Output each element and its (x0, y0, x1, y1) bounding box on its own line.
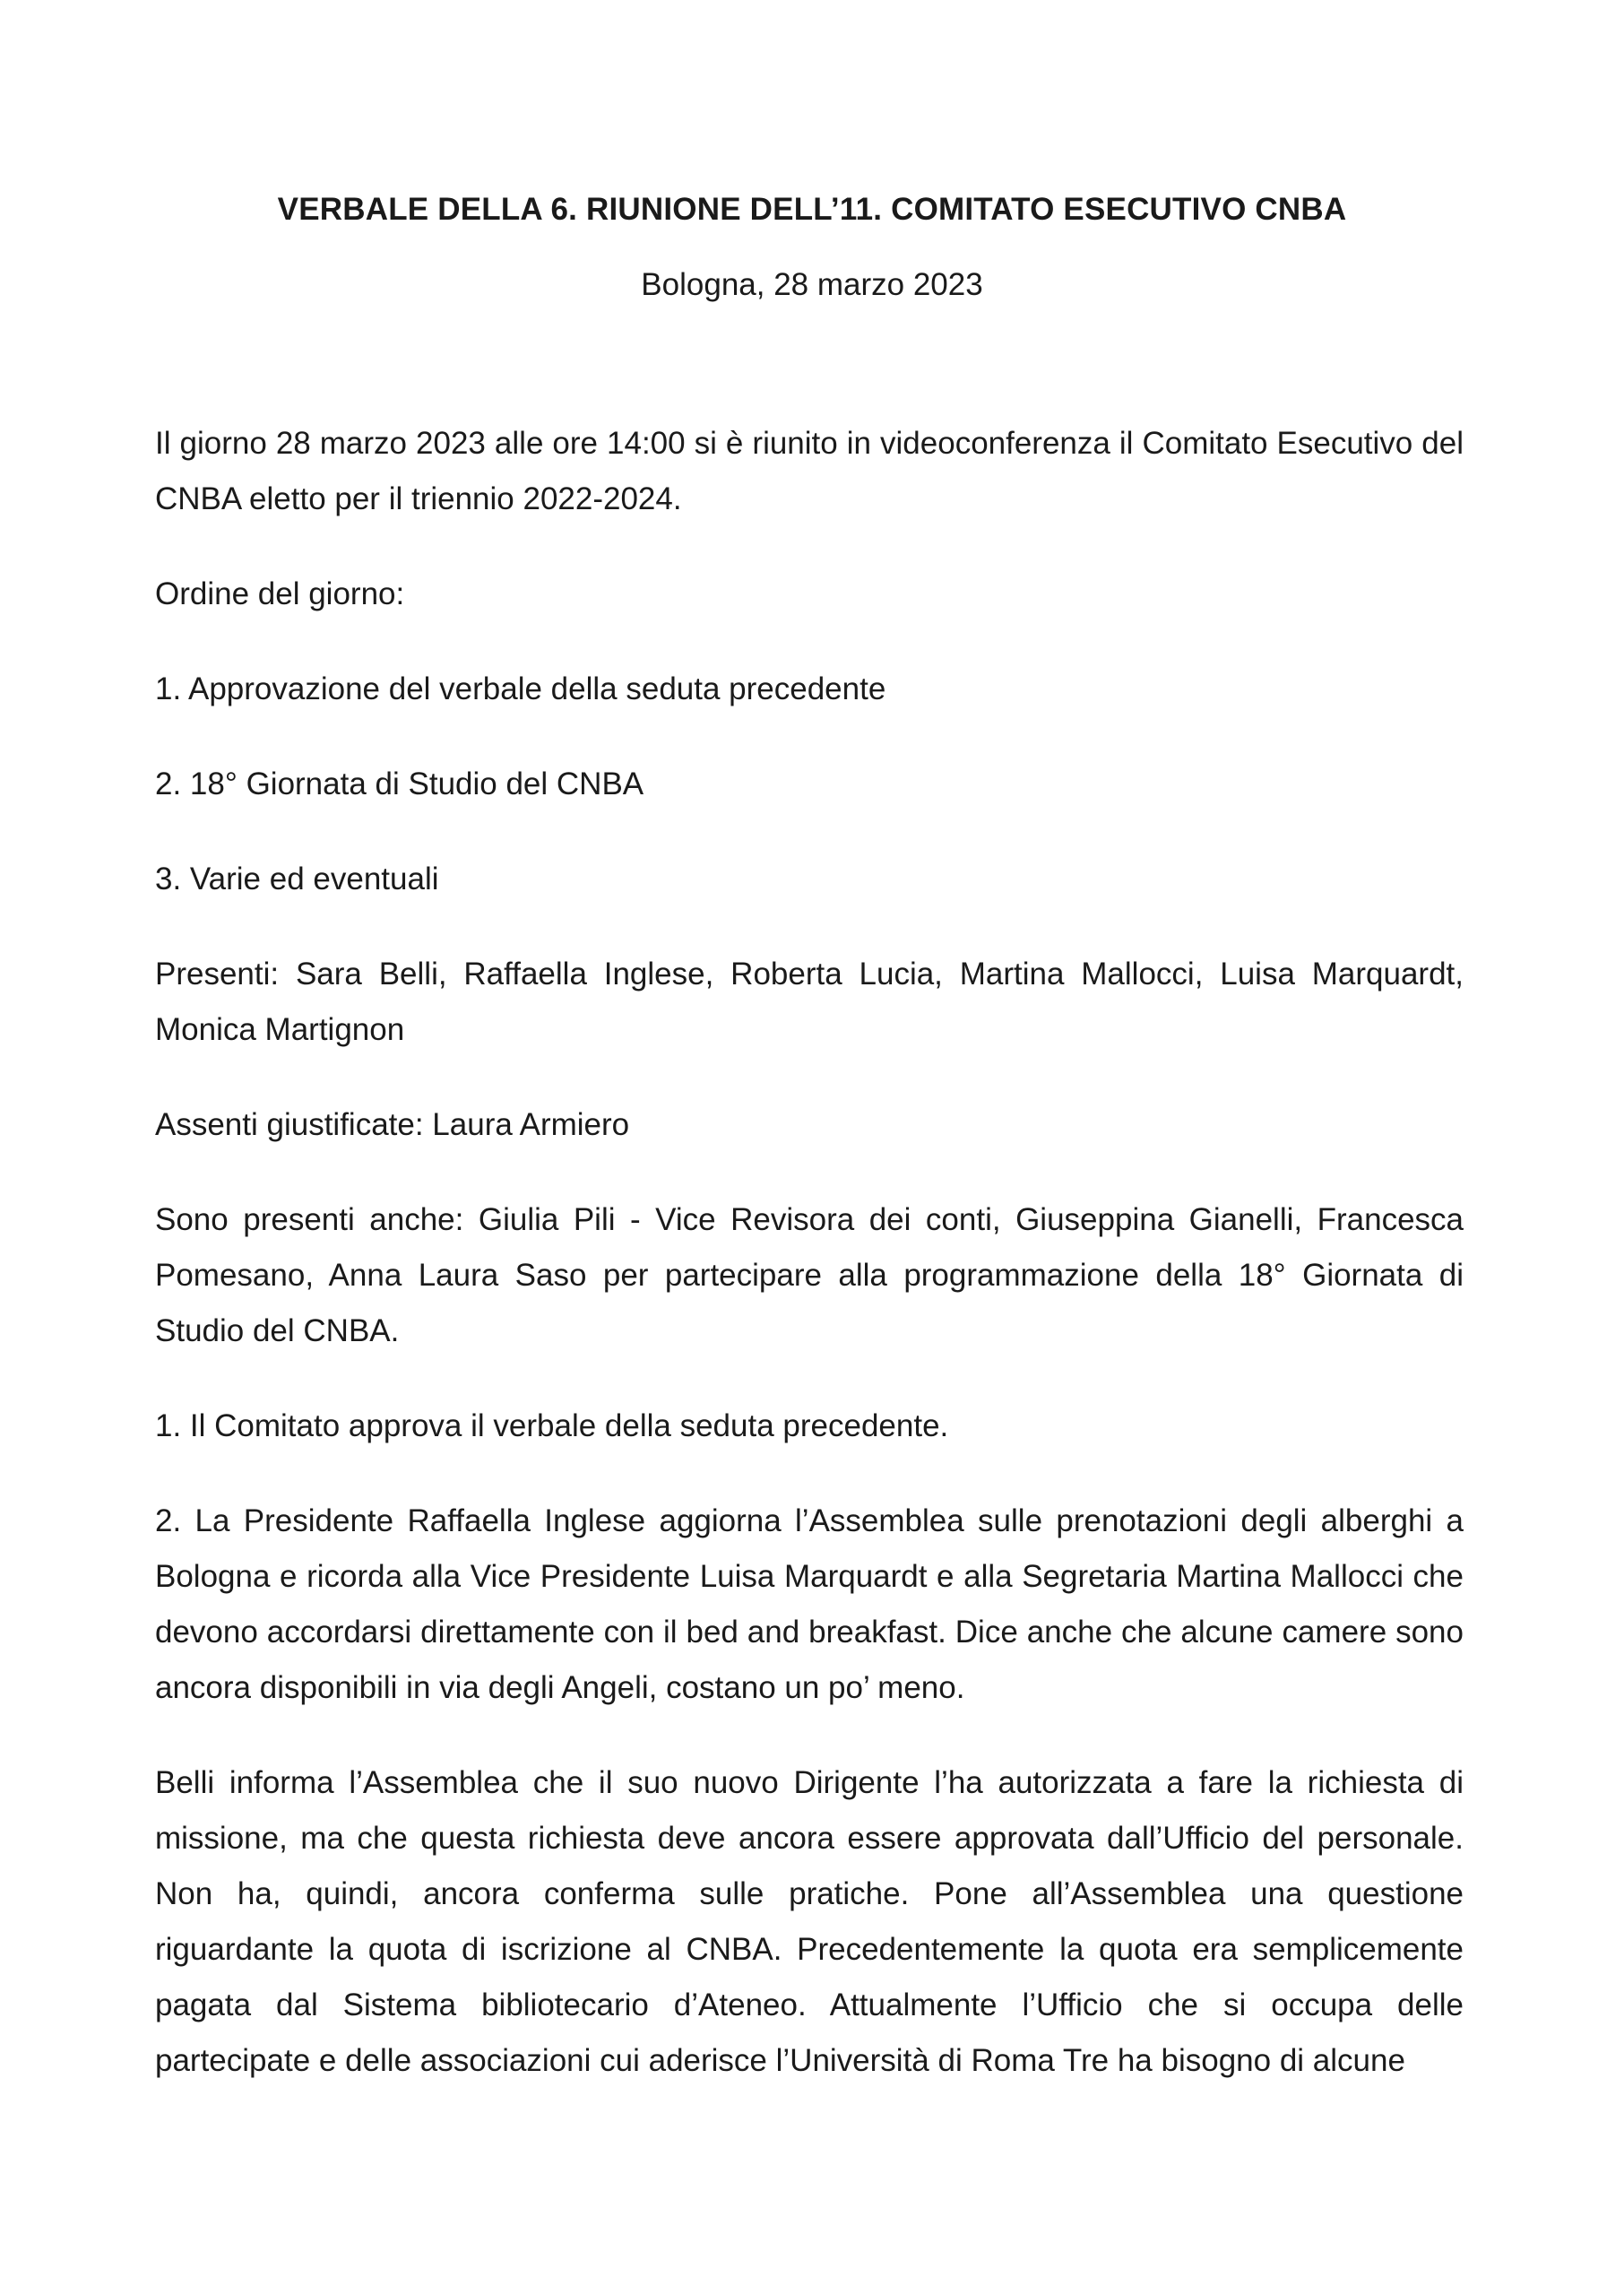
document-body (155, 416, 1464, 2089)
document-title: VERBALE DELLA 6. RIUNIONE DELL’11. COMITATO ESECUTIVO CNBA (277, 192, 1347, 227)
belli-paragraph: Belli informa l’Assemblea che il suo nuovo Dirigente l’ha autorizzata a fare la richiesta di missione, ma che questa richiesta deve ancora essere approvata dall’Ufficio del personale. Non ha, quindi, ancora conferma sulle pratiche. Pone all’Assemblea una questione riguardante la quota di iscrizione al CNBA. Precedentemente la quota era semplicemente pagata dal Sistema bibliotecario d’Ateneo. Attualmente l’Ufficio che si occupa delle partecipate e delle associazioni cui aderisce l’Università di Roma Tre ha bisogno di alcune (155, 1765, 1464, 2078)
item-1-paragraph: 1. Il Comitato approva il verbale della seduta precedente. (155, 1408, 949, 1443)
attendees-paragraph: Presenti: Sara Belli, Raffaella Inglese, Roberta Lucia, Martina Mallocci, Luisa Marquardt, Monica Martignon (155, 957, 1464, 1047)
place-date: Bologna, 28 marzo 2023 (641, 267, 983, 302)
also-present-paragraph: Sono presenti anche: Giulia Pili - Vice Revisora dei conti, Giuseppina Gianelli, Francesca Pomesano, Anna Laura Saso per partecipare alla programmazione della 18° Giornata di Studio del CNBA. (155, 1202, 1464, 1348)
item-2-paragraph: 2. La Presidente Raffaella Inglese aggiorna l’Assemblea sulle prenotazioni degli alberghi a Bologna e ricorda alla Vice Presidente Luisa Marquardt e alla Segretaria Martina Mallocci che devono accordarsi direttamente con il bed and breakfast. Dice anche che alcune camere sono ancora disponibili in via degli Angeli, costano un po’ meno. (155, 1503, 1464, 1705)
agenda-heading: Ordine del giorno: (155, 576, 405, 611)
agenda-item: 3. Varie ed eventuali (155, 862, 439, 896)
intro-paragraph: Il giorno 28 marzo 2023 alle ore 14:00 si è riunito in videoconferenza il Comitato Esecutivo del CNBA eletto per il triennio 2022-2024. (155, 426, 1464, 516)
absentees-paragraph: Assenti giustificate: Laura Armiero (155, 1107, 630, 1142)
agenda-item: 2. 18° Giornata di Studio del CNBA (155, 766, 644, 801)
agenda-item: 1. Approvazione del verbale della seduta precedente (155, 671, 886, 706)
